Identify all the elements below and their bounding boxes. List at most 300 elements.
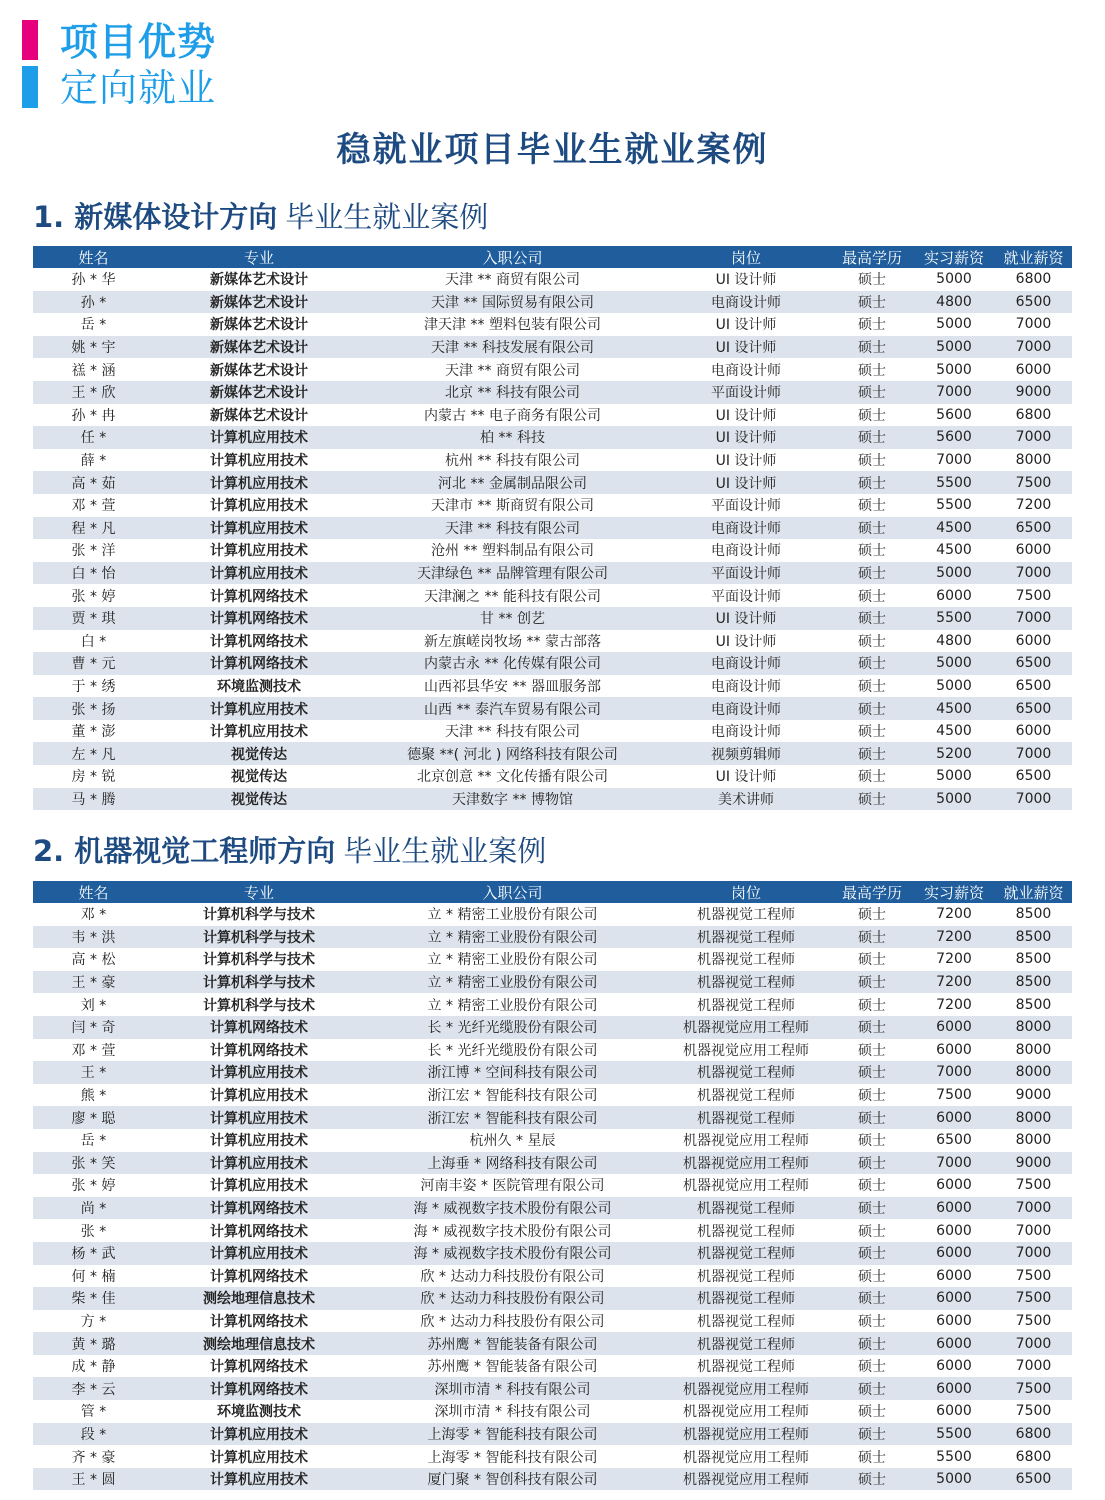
major-cell: 计算机应用技术 (154, 426, 364, 449)
position-cell: UI 设计师 (661, 630, 831, 653)
name-cell: 孙 * 冉 (33, 404, 154, 427)
position-cell: 机器视觉工程师 (661, 926, 831, 949)
salary-cell: 7500 (995, 584, 1072, 607)
major-cell: 计算机应用技术 (154, 1174, 364, 1197)
table-row (33, 471, 1072, 494)
table-row (33, 562, 1072, 585)
table-row (33, 971, 1072, 994)
company-cell: 上海垂 * 网络科技有限公司 (364, 1152, 661, 1175)
company-cell: 长 * 光纤光缆股份有限公司 (364, 1016, 661, 1039)
degree-cell: 硕士 (831, 1265, 913, 1288)
company-cell: 甘 ** 创艺 (364, 607, 661, 630)
degree-cell: 硕士 (831, 268, 913, 291)
major-cell: 计算机应用技术 (154, 449, 364, 472)
name-cell: 王 * 欣 (33, 381, 154, 404)
salary-cell: 8500 (995, 948, 1072, 971)
position-cell: 机器视觉应用工程师 (661, 1129, 831, 1152)
major-cell: 计算机应用技术 (154, 1061, 364, 1084)
degree-cell: 硕士 (831, 426, 913, 449)
degree-cell: 硕士 (831, 675, 913, 698)
intern-salary-cell: 7200 (913, 903, 995, 926)
name-cell: 程 * 凡 (33, 517, 154, 540)
intern-salary-cell: 5000 (913, 313, 995, 336)
salary-cell: 7000 (995, 1242, 1072, 1265)
column-header-intern: 实习薪资 (913, 881, 995, 903)
position-cell: 机器视觉应用工程师 (661, 1016, 831, 1039)
intern-salary-cell: 4500 (913, 720, 995, 743)
major-cell: 计算机网络技术 (154, 607, 364, 630)
name-cell: 房 * 锐 (33, 765, 154, 788)
position-cell: UI 设计师 (661, 336, 831, 359)
position-cell: 机器视觉工程师 (661, 1061, 831, 1084)
position-cell: 机器视觉应用工程师 (661, 1152, 831, 1175)
name-cell: 任 * (33, 426, 154, 449)
company-cell: 立 * 精密工业股份有限公司 (364, 993, 661, 1016)
name-cell: 段 * (33, 1423, 154, 1446)
salary-cell: 7000 (995, 336, 1072, 359)
major-cell: 新媒体艺术设计 (154, 336, 364, 359)
intern-salary-cell: 5500 (913, 471, 995, 494)
degree-cell: 硕士 (831, 358, 913, 381)
page-title: 稳就业项目毕业生就业案例 (336, 130, 769, 170)
major-cell: 计算机应用技术 (154, 562, 364, 585)
salary-cell: 6800 (995, 268, 1072, 291)
name-cell: 孙 * (33, 291, 154, 314)
name-cell: 董 * 澎 (33, 720, 154, 743)
table-row (33, 539, 1072, 562)
position-cell: 机器视觉工程师 (661, 1310, 831, 1333)
name-cell: 禚 * 涵 (33, 358, 154, 381)
position-cell: 美术讲师 (661, 788, 831, 811)
intern-salary-cell: 5500 (913, 1445, 995, 1468)
major-cell: 新媒体艺术设计 (154, 404, 364, 427)
table-row (33, 449, 1072, 472)
salary-cell: 7200 (995, 494, 1072, 517)
major-cell: 计算机应用技术 (154, 1445, 364, 1468)
company-cell: 天津 ** 商贸有限公司 (364, 358, 661, 381)
position-cell: UI 设计师 (661, 268, 831, 291)
table-row (33, 313, 1072, 336)
major-cell: 视觉传达 (154, 765, 364, 788)
salary-cell: 7500 (995, 1265, 1072, 1288)
name-cell: 王 * 豪 (33, 971, 154, 994)
position-cell: 机器视觉应用工程师 (661, 1174, 831, 1197)
header-accent-bar-cyan (22, 66, 38, 108)
table-row (33, 765, 1072, 788)
company-cell: 北京创意 ** 文化传播有限公司 (364, 765, 661, 788)
major-cell: 计算机网络技术 (154, 1265, 364, 1288)
major-cell: 计算机应用技术 (154, 517, 364, 540)
table-row (33, 1152, 1072, 1175)
degree-cell: 硕士 (831, 788, 913, 811)
intern-salary-cell: 6500 (913, 1129, 995, 1152)
company-cell: 天津数字 ** 博物馆 (364, 788, 661, 811)
name-cell: 管 * (33, 1400, 154, 1423)
major-cell: 计算机应用技术 (154, 697, 364, 720)
position-cell: 视频剪辑师 (661, 742, 831, 765)
section-1-table (33, 246, 1072, 810)
table-body (33, 903, 1072, 1490)
table-row (33, 948, 1072, 971)
position-cell: 平面设计师 (661, 584, 831, 607)
company-cell: 新左旗嵯岗牧场 ** 蒙古部落 (364, 630, 661, 653)
position-cell: 机器视觉工程师 (661, 1219, 831, 1242)
position-cell: UI 设计师 (661, 404, 831, 427)
position-cell: 机器视觉工程师 (661, 948, 831, 971)
intern-salary-cell: 6000 (913, 1400, 995, 1423)
degree-cell: 硕士 (831, 1355, 913, 1378)
section-2-table (33, 881, 1072, 1490)
intern-salary-cell: 5500 (913, 607, 995, 630)
salary-cell: 8000 (995, 449, 1072, 472)
intern-salary-cell: 7200 (913, 926, 995, 949)
salary-cell: 8000 (995, 1106, 1072, 1129)
table-row (33, 630, 1072, 653)
position-cell: UI 设计师 (661, 471, 831, 494)
table-row (33, 788, 1072, 811)
column-header-intern: 实习薪资 (913, 246, 995, 268)
position-cell: UI 设计师 (661, 765, 831, 788)
company-cell: 欣 * 达动力科技股份有限公司 (364, 1310, 661, 1333)
major-cell: 视觉传达 (154, 788, 364, 811)
company-cell: 厦门聚 * 智创科技有限公司 (364, 1468, 661, 1491)
intern-salary-cell: 6000 (913, 1174, 995, 1197)
salary-cell: 7000 (995, 1219, 1072, 1242)
position-cell: 机器视觉工程师 (661, 1242, 831, 1265)
name-cell: 尚 * (33, 1197, 154, 1220)
company-cell: 长 * 光纤光缆股份有限公司 (364, 1039, 661, 1062)
intern-salary-cell: 5000 (913, 268, 995, 291)
major-cell: 计算机科学与技术 (154, 926, 364, 949)
company-cell: 天津绿色 ** 品牌管理有限公司 (364, 562, 661, 585)
major-cell: 计算机应用技术 (154, 539, 364, 562)
intern-salary-cell: 6000 (913, 1106, 995, 1129)
degree-cell: 硕士 (831, 291, 913, 314)
salary-cell: 7000 (995, 313, 1072, 336)
company-cell: 上海零 * 智能科技有限公司 (364, 1445, 661, 1468)
major-cell: 计算机网络技术 (154, 1355, 364, 1378)
major-cell: 计算机网络技术 (154, 652, 364, 675)
position-cell: 机器视觉工程师 (661, 1287, 831, 1310)
name-cell: 白 * 怡 (33, 562, 154, 585)
table-row (33, 720, 1072, 743)
salary-cell: 8000 (995, 1061, 1072, 1084)
intern-salary-cell: 7000 (913, 1061, 995, 1084)
position-cell: 机器视觉工程师 (661, 1106, 831, 1129)
section-2-heading-bold: 2. 机器视觉工程师方向 (33, 834, 336, 868)
degree-cell: 硕士 (831, 1129, 913, 1152)
section-1-heading-bold: 1. 新媒体设计方向 (33, 200, 278, 234)
major-cell: 计算机网络技术 (154, 1016, 364, 1039)
salary-cell: 7000 (995, 426, 1072, 449)
table-row (33, 1242, 1072, 1265)
salary-cell: 6500 (995, 1468, 1072, 1491)
table-row (33, 652, 1072, 675)
column-header-position: 岗位 (661, 881, 831, 903)
table-row (33, 336, 1072, 359)
intern-salary-cell: 4800 (913, 630, 995, 653)
intern-salary-cell: 7200 (913, 971, 995, 994)
company-cell: 苏州鹰 * 智能装备有限公司 (364, 1355, 661, 1378)
intern-salary-cell: 5000 (913, 765, 995, 788)
header-title-line2: 定向就业 (60, 66, 217, 110)
intern-salary-cell: 6000 (913, 584, 995, 607)
table-row (33, 675, 1072, 698)
major-cell: 测绘地理信息技术 (154, 1332, 364, 1355)
table-row (33, 742, 1072, 765)
degree-cell: 硕士 (831, 630, 913, 653)
name-cell: 王 * 圆 (33, 1468, 154, 1491)
table-row (33, 1445, 1072, 1468)
name-cell: 白 * (33, 630, 154, 653)
degree-cell: 硕士 (831, 720, 913, 743)
major-cell: 计算机应用技术 (154, 1106, 364, 1129)
table-header-row (33, 246, 1072, 268)
degree-cell: 硕士 (831, 1061, 913, 1084)
position-cell: 电商设计师 (661, 358, 831, 381)
position-cell: 平面设计师 (661, 494, 831, 517)
name-cell: 曹 * 元 (33, 652, 154, 675)
intern-salary-cell: 4500 (913, 539, 995, 562)
name-cell: 邓 * 萱 (33, 494, 154, 517)
name-cell: 马 * 腾 (33, 788, 154, 811)
table-row (33, 1039, 1072, 1062)
company-cell: 河南丰姿 * 医院管理有限公司 (364, 1174, 661, 1197)
intern-salary-cell: 4800 (913, 291, 995, 314)
degree-cell: 硕士 (831, 336, 913, 359)
major-cell: 计算机应用技术 (154, 1468, 364, 1491)
degree-cell: 硕士 (831, 404, 913, 427)
intern-salary-cell: 5000 (913, 788, 995, 811)
salary-cell: 9000 (995, 381, 1072, 404)
position-cell: 机器视觉应用工程师 (661, 1039, 831, 1062)
name-cell: 张 * 洋 (33, 539, 154, 562)
company-cell: 苏州鹰 * 智能装备有限公司 (364, 1332, 661, 1355)
major-cell: 计算机应用技术 (154, 471, 364, 494)
salary-cell: 7500 (995, 1400, 1072, 1423)
intern-salary-cell: 5600 (913, 426, 995, 449)
intern-salary-cell: 6000 (913, 1377, 995, 1400)
name-cell: 张 * 笑 (33, 1152, 154, 1175)
degree-cell: 硕士 (831, 471, 913, 494)
name-cell: 王 * (33, 1061, 154, 1084)
table-row (33, 1084, 1072, 1107)
salary-cell: 9000 (995, 1152, 1072, 1175)
company-cell: 北京 ** 科技有限公司 (364, 381, 661, 404)
name-cell: 杨 * 武 (33, 1242, 154, 1265)
section-2-heading (33, 831, 546, 871)
name-cell: 于 * 绣 (33, 675, 154, 698)
name-cell: 李 * 云 (33, 1377, 154, 1400)
column-header-company: 入职公司 (364, 881, 661, 903)
salary-cell: 7000 (995, 607, 1072, 630)
intern-salary-cell: 5200 (913, 742, 995, 765)
salary-cell: 7500 (995, 1377, 1072, 1400)
company-cell: 内蒙古 ** 电子商务有限公司 (364, 404, 661, 427)
table-row (33, 381, 1072, 404)
major-cell: 计算机应用技术 (154, 720, 364, 743)
major-cell: 计算机应用技术 (154, 1423, 364, 1446)
intern-salary-cell: 6000 (913, 1355, 995, 1378)
name-cell: 张 * 扬 (33, 697, 154, 720)
company-cell: 天津 ** 商贸有限公司 (364, 268, 661, 291)
company-cell: 立 * 精密工业股份有限公司 (364, 903, 661, 926)
degree-cell: 硕士 (831, 1445, 913, 1468)
major-cell: 新媒体艺术设计 (154, 358, 364, 381)
table-row (33, 926, 1072, 949)
degree-cell: 硕士 (831, 903, 913, 926)
name-cell: 张 * 婷 (33, 1174, 154, 1197)
intern-salary-cell: 5000 (913, 1468, 995, 1491)
degree-cell: 硕士 (831, 652, 913, 675)
salary-cell: 8500 (995, 971, 1072, 994)
degree-cell: 硕士 (831, 1377, 913, 1400)
salary-cell: 6500 (995, 517, 1072, 540)
position-cell: 机器视觉工程师 (661, 1265, 831, 1288)
degree-cell: 硕士 (831, 1287, 913, 1310)
table-row (33, 517, 1072, 540)
salary-cell: 8000 (995, 1016, 1072, 1039)
company-cell: 立 * 精密工业股份有限公司 (364, 926, 661, 949)
intern-salary-cell: 5000 (913, 562, 995, 585)
position-cell: 电商设计师 (661, 652, 831, 675)
position-cell: 平面设计师 (661, 562, 831, 585)
name-cell: 岳 * (33, 1129, 154, 1152)
salary-cell: 7500 (995, 471, 1072, 494)
position-cell: 机器视觉应用工程师 (661, 1400, 831, 1423)
intern-salary-cell: 7000 (913, 1152, 995, 1175)
table-row (33, 903, 1072, 926)
intern-salary-cell: 4500 (913, 697, 995, 720)
degree-cell: 硕士 (831, 517, 913, 540)
salary-cell: 7000 (995, 742, 1072, 765)
salary-cell: 7000 (995, 788, 1072, 811)
salary-cell: 6000 (995, 539, 1072, 562)
intern-salary-cell: 5000 (913, 675, 995, 698)
column-header-name: 姓名 (33, 881, 154, 903)
salary-cell: 6500 (995, 291, 1072, 314)
salary-cell: 8000 (995, 1039, 1072, 1062)
table-row (33, 1332, 1072, 1355)
intern-salary-cell: 6000 (913, 1332, 995, 1355)
degree-cell: 硕士 (831, 494, 913, 517)
name-cell: 邓 * (33, 903, 154, 926)
company-cell: 山西 ** 泰汽车贸易有限公司 (364, 697, 661, 720)
intern-salary-cell: 7000 (913, 381, 995, 404)
company-cell: 津天津 ** 塑料包装有限公司 (364, 313, 661, 336)
table-row (33, 1287, 1072, 1310)
salary-cell: 9000 (995, 1084, 1072, 1107)
company-cell: 杭州久 * 星辰 (364, 1129, 661, 1152)
degree-cell: 硕士 (831, 313, 913, 336)
major-cell: 新媒体艺术设计 (154, 291, 364, 314)
section-1-heading (33, 197, 488, 237)
table-row (33, 1016, 1072, 1039)
salary-cell: 6800 (995, 1445, 1072, 1468)
table-row (33, 1174, 1072, 1197)
degree-cell: 硕士 (831, 1423, 913, 1446)
salary-cell: 6800 (995, 1423, 1072, 1446)
table-row (33, 1061, 1072, 1084)
intern-salary-cell: 6000 (913, 1265, 995, 1288)
position-cell: 机器视觉工程师 (661, 1084, 831, 1107)
intern-salary-cell: 5000 (913, 336, 995, 359)
name-cell: 左 * 凡 (33, 742, 154, 765)
position-cell: 电商设计师 (661, 517, 831, 540)
table-row (33, 1468, 1072, 1491)
degree-cell: 硕士 (831, 926, 913, 949)
major-cell: 计算机网络技术 (154, 1039, 364, 1062)
degree-cell: 硕士 (831, 1084, 913, 1107)
column-header-company: 入职公司 (364, 246, 661, 268)
company-cell: 立 * 精密工业股份有限公司 (364, 948, 661, 971)
degree-cell: 硕士 (831, 1152, 913, 1175)
position-cell: 电商设计师 (661, 539, 831, 562)
position-cell: 平面设计师 (661, 381, 831, 404)
position-cell: 电商设计师 (661, 697, 831, 720)
major-cell: 计算机应用技术 (154, 1152, 364, 1175)
degree-cell: 硕士 (831, 1016, 913, 1039)
company-cell: 浙江博 * 空间科技有限公司 (364, 1061, 661, 1084)
intern-salary-cell: 6000 (913, 1219, 995, 1242)
degree-cell: 硕士 (831, 765, 913, 788)
header-accent-bar-magenta (22, 20, 38, 60)
name-cell: 张 * (33, 1219, 154, 1242)
salary-cell: 6500 (995, 697, 1072, 720)
major-cell: 新媒体艺术设计 (154, 381, 364, 404)
salary-cell: 6500 (995, 765, 1072, 788)
intern-salary-cell: 7200 (913, 993, 995, 1016)
company-cell: 天津澜之 ** 能科技有限公司 (364, 584, 661, 607)
table-header-row (33, 881, 1072, 903)
position-cell: 机器视觉应用工程师 (661, 1468, 831, 1491)
company-cell: 天津 ** 科技发展有限公司 (364, 336, 661, 359)
major-cell: 环境监测技术 (154, 1400, 364, 1423)
company-cell: 欣 * 达动力科技股份有限公司 (364, 1265, 661, 1288)
table-row (33, 607, 1072, 630)
degree-cell: 硕士 (831, 742, 913, 765)
name-cell: 韦 * 洪 (33, 926, 154, 949)
name-cell: 孙 * 华 (33, 268, 154, 291)
table-body (33, 268, 1072, 810)
column-header-degree: 最高学历 (831, 881, 913, 903)
company-cell: 海 * 威视数字技术股份有限公司 (364, 1197, 661, 1220)
company-cell: 天津 ** 国际贸易有限公司 (364, 291, 661, 314)
position-cell: 机器视觉工程师 (661, 1355, 831, 1378)
table-row (33, 1423, 1072, 1446)
position-cell: 电商设计师 (661, 675, 831, 698)
major-cell: 计算机应用技术 (154, 494, 364, 517)
section-2-heading-light: 毕业生就业案例 (343, 834, 547, 868)
name-cell: 姚 * 宇 (33, 336, 154, 359)
table-row (33, 404, 1072, 427)
name-cell: 贾 * 琪 (33, 607, 154, 630)
column-header-salary: 就业薪资 (995, 246, 1072, 268)
degree-cell: 硕士 (831, 1468, 913, 1491)
salary-cell: 7000 (995, 562, 1072, 585)
intern-salary-cell: 7500 (913, 1084, 995, 1107)
column-header-degree: 最高学历 (831, 246, 913, 268)
degree-cell: 硕士 (831, 607, 913, 630)
intern-salary-cell: 4500 (913, 517, 995, 540)
salary-cell: 8500 (995, 903, 1072, 926)
major-cell: 计算机网络技术 (154, 630, 364, 653)
table-row (33, 1355, 1072, 1378)
salary-cell: 7500 (995, 1287, 1072, 1310)
salary-cell: 7000 (995, 1332, 1072, 1355)
degree-cell: 硕士 (831, 948, 913, 971)
intern-salary-cell: 6000 (913, 1242, 995, 1265)
